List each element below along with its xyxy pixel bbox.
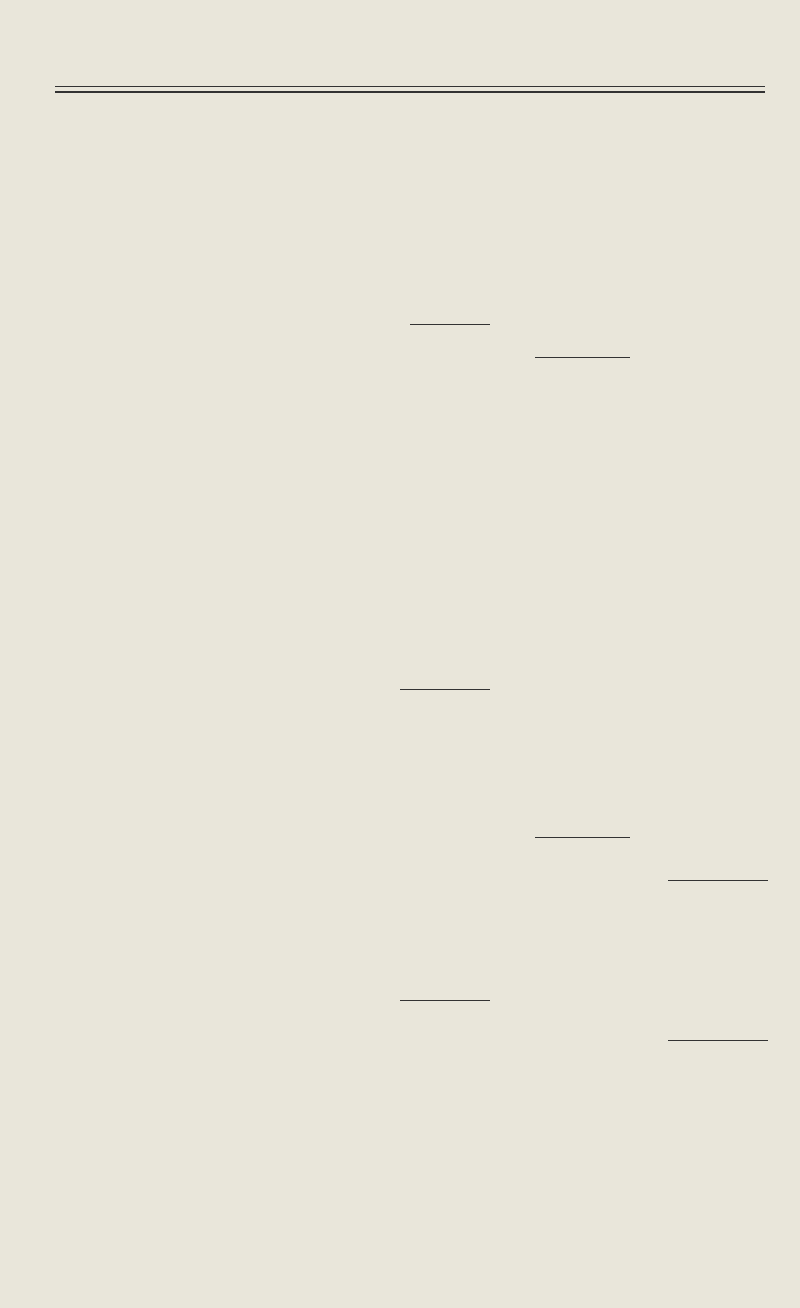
rent-rule — [400, 1000, 490, 1001]
header-rule-1 — [55, 86, 765, 87]
finance-rule — [535, 837, 630, 838]
col2-rule — [535, 357, 630, 358]
col3-rule — [668, 880, 768, 881]
header-rule-2 — [55, 91, 765, 93]
management-subtotal-rule — [400, 689, 490, 690]
col3-rule — [668, 1040, 768, 1041]
misc-subtotal-rule — [410, 324, 490, 325]
